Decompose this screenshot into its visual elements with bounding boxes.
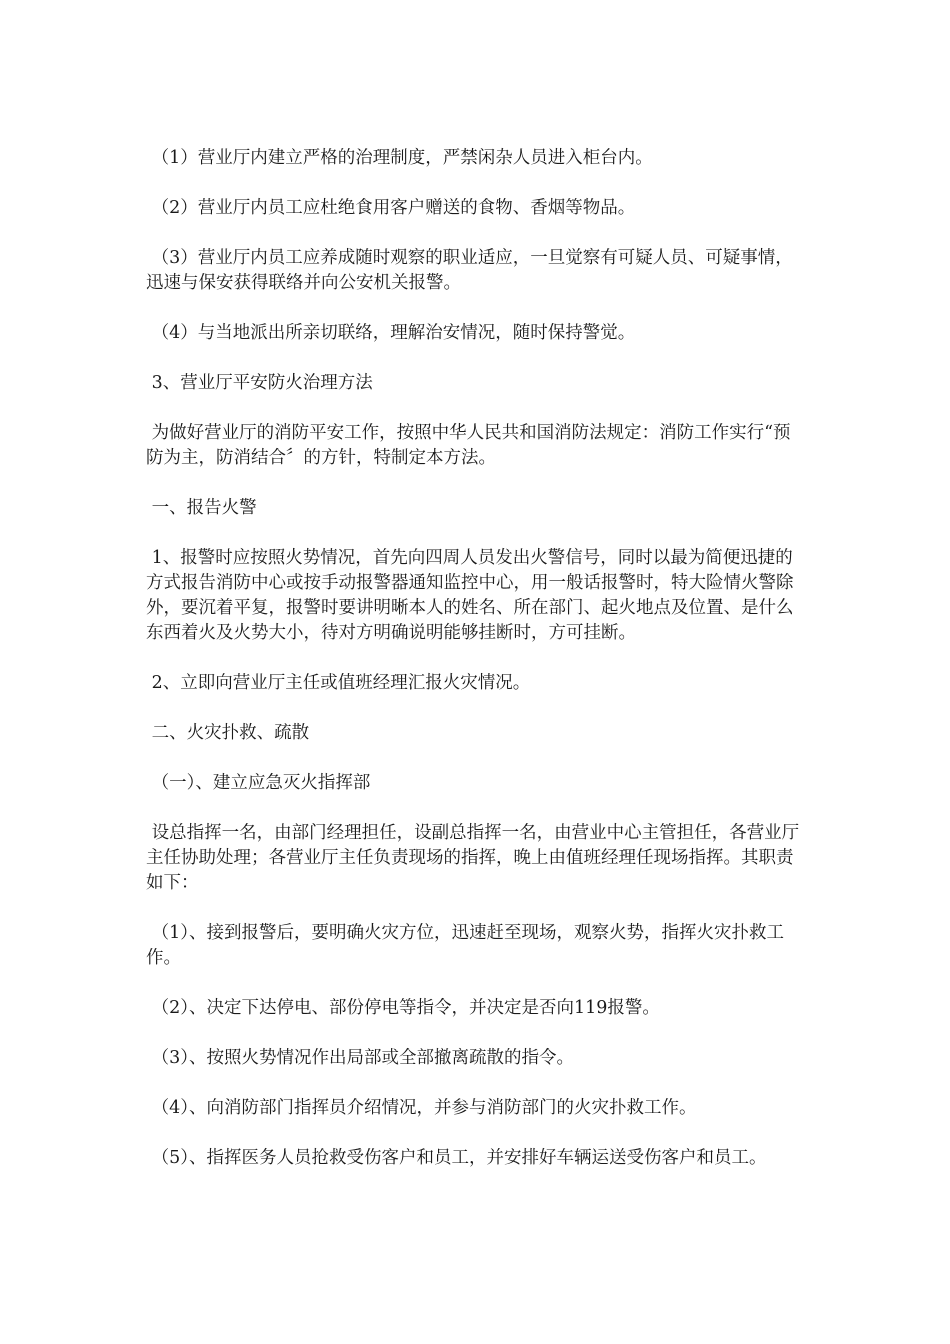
paragraph: （1）营业厅内建立严格的治理制度，严禁闲杂人员进入柜台内。 bbox=[146, 148, 653, 168]
subsection-heading: （一）、建立应急灭火指挥部 bbox=[146, 773, 371, 793]
paragraph: 为做好营业厅的消防平安工作，按照中华人民共和国消防法规定：消防工作实行“预防为主，防消结合〞的方针，特制定本方法。 bbox=[146, 423, 791, 468]
section-heading: 3、营业厅平安防火治理方法 bbox=[146, 373, 373, 393]
list-item: （1）、接到报警后，要明确火灾方位，迅速赶至现场，观察火势，指挥火灾扑救工作。 bbox=[146, 923, 784, 968]
paragraph: （2）营业厅内员工应杜绝食用客户赠送的食物、香烟等物品。 bbox=[146, 198, 636, 218]
section-heading: 二、火灾扑救、疏散 bbox=[146, 723, 310, 743]
document-body bbox=[146, 146, 806, 1196]
paragraph: （4）与当地派出所亲切联络，理解治安情况，随时保持警觉。 bbox=[146, 323, 636, 343]
list-item: （3）、按照火势情况作出局部或全部撤离疏散的指令。 bbox=[146, 1048, 574, 1068]
paragraph: （3）营业厅内员工应养成随时观察的职业适应，一旦觉察有可疑人员、可疑事情，迅速与保安获得联络并向公安机关报警。 bbox=[146, 248, 793, 293]
list-item: （2）、决定下达停电、部份停电等指令，并决定是否向119报警。 bbox=[146, 998, 660, 1018]
paragraph: 1、报警时应按照火势情况，首先向四周人员发出火警信号，同时以最为简便迅捷的方式报告消防中心或按手动报警器通知监控中心，用一般话报警时，特大险情火警除外，要沉着平复，报警时要讲明晰本人的姓名、所在部门、起火地点及位置、是什么东西着火及火势大小，待对方明确说明能够挂断时，方可挂断。 bbox=[146, 548, 794, 643]
list-item: （4）、向消防部门指挥员介绍情况，并参与消防部门的火灾扑救工作。 bbox=[146, 1098, 697, 1118]
section-heading: 一、报告火警 bbox=[146, 498, 257, 518]
paragraph: 2、立即向营业厅主任或值班经理汇报火灾情况。 bbox=[146, 673, 531, 693]
paragraph: 设总指挥一名，由部门经理担任，设副总指挥一名，由营业中心主管担任，各营业厅主任协助处理；各营业厅主任负责现场的指挥，晚上由值班经理任现场指挥。其职责如下： bbox=[146, 823, 800, 893]
list-item: （5）、指挥医务人员抢救受伤客户和员工，并安排好车辆运送受伤客户和员工。 bbox=[146, 1148, 767, 1168]
